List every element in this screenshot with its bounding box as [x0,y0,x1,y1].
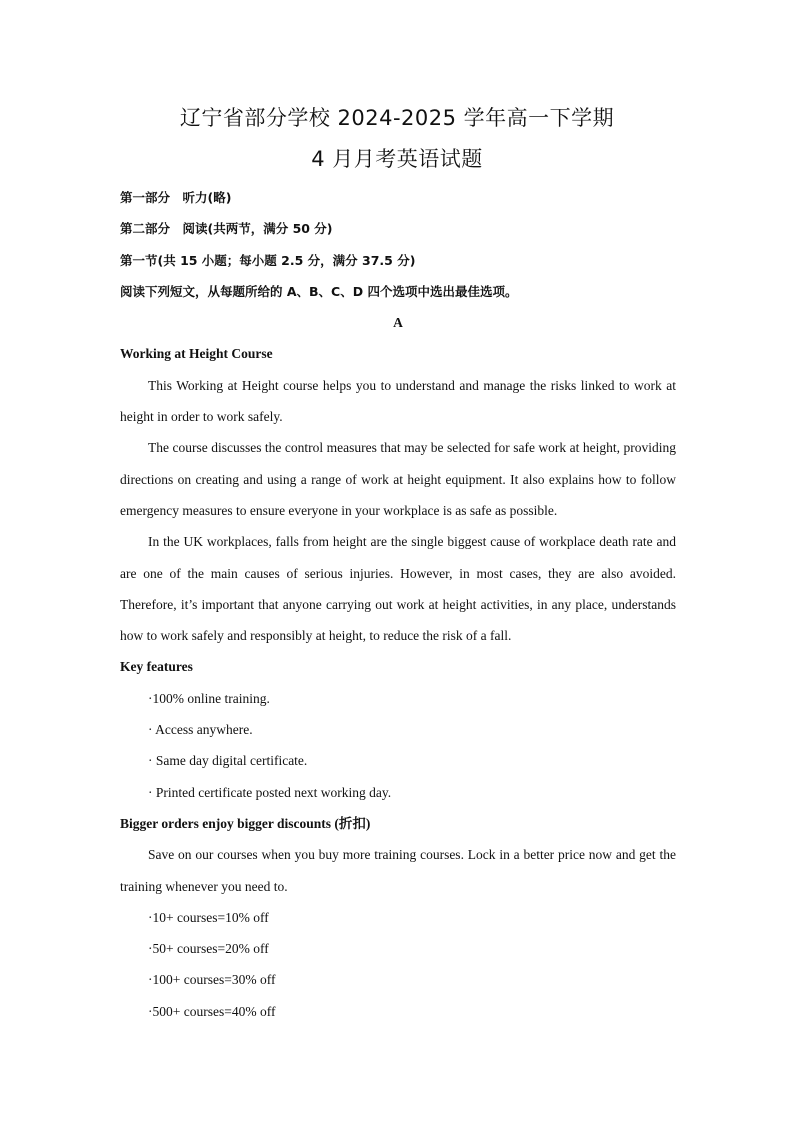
key-feature-item: · Same day digital certificate. [148,753,308,769]
passage-paragraph-2: The course discusses the control measures that may be selected for safe work at height, providing directions on creating and using a range of work at height equipment. It also explains how to follow emergency measures to ensure everyone in your workplace is as safe as possible. [120,440,676,518]
discount-item: ·100+ courses=30% off [148,972,276,988]
passage-paragraph-1: This Working at Height course helps you to understand and manage the risks linked to work at height in order to work safely. [120,377,676,425]
part-2-heading: 第二部分 阅读(共两节，满分 50 分) [120,221,333,237]
discounts-paragraph: Save on our courses when you buy more training courses. Lock in a better price now and get the training whenever you need to. [120,847,676,894]
passage-heading: Working at Height Course [120,346,273,362]
key-feature-item: · Access anywhere. [148,722,253,738]
part-1-heading: 第一部分 听力(略) [120,190,232,205]
passage-letter: A [393,315,403,331]
discounts-heading: Bigger orders enjoy bigger discounts (折扣) [120,815,371,831]
section-1-heading: 第一节(共 15 小题；每小题 2.5 分，满分 37.5 分) [120,252,416,268]
exam-title-line-2: 4 月月考英语试题 [311,147,483,171]
reading-instruction: 阅读下列短文，从每题所给的 A、B、C、D 四个选项中选出最佳选项。 [120,283,518,299]
key-feature-item: ·100% online training. [148,690,270,706]
document-body [120,182,676,1027]
discount-item: ·50+ courses=20% off [148,941,269,957]
discount-item: ·500+ courses=40% off [148,1003,276,1019]
key-features-heading: Key features [120,659,193,675]
exam-title-line-1: 辽宁省部分学校 2024-2025 学年高一下学期 [179,106,615,130]
passage-paragraph-3: In the UK workplaces, falls from height are the single biggest cause of workplace death rate and are one of the main causes of serious injuries. However, in most cases, they are also avoided. Therefore, it’s important that anyone carrying out work at height activities, in any place, understands how to work safely and responsibly at height, to reduce the risk of a fall. [120,534,676,644]
discount-item: ·10+ courses=10% off [148,909,269,925]
key-feature-item: · Printed certificate posted next working day. [148,784,392,800]
